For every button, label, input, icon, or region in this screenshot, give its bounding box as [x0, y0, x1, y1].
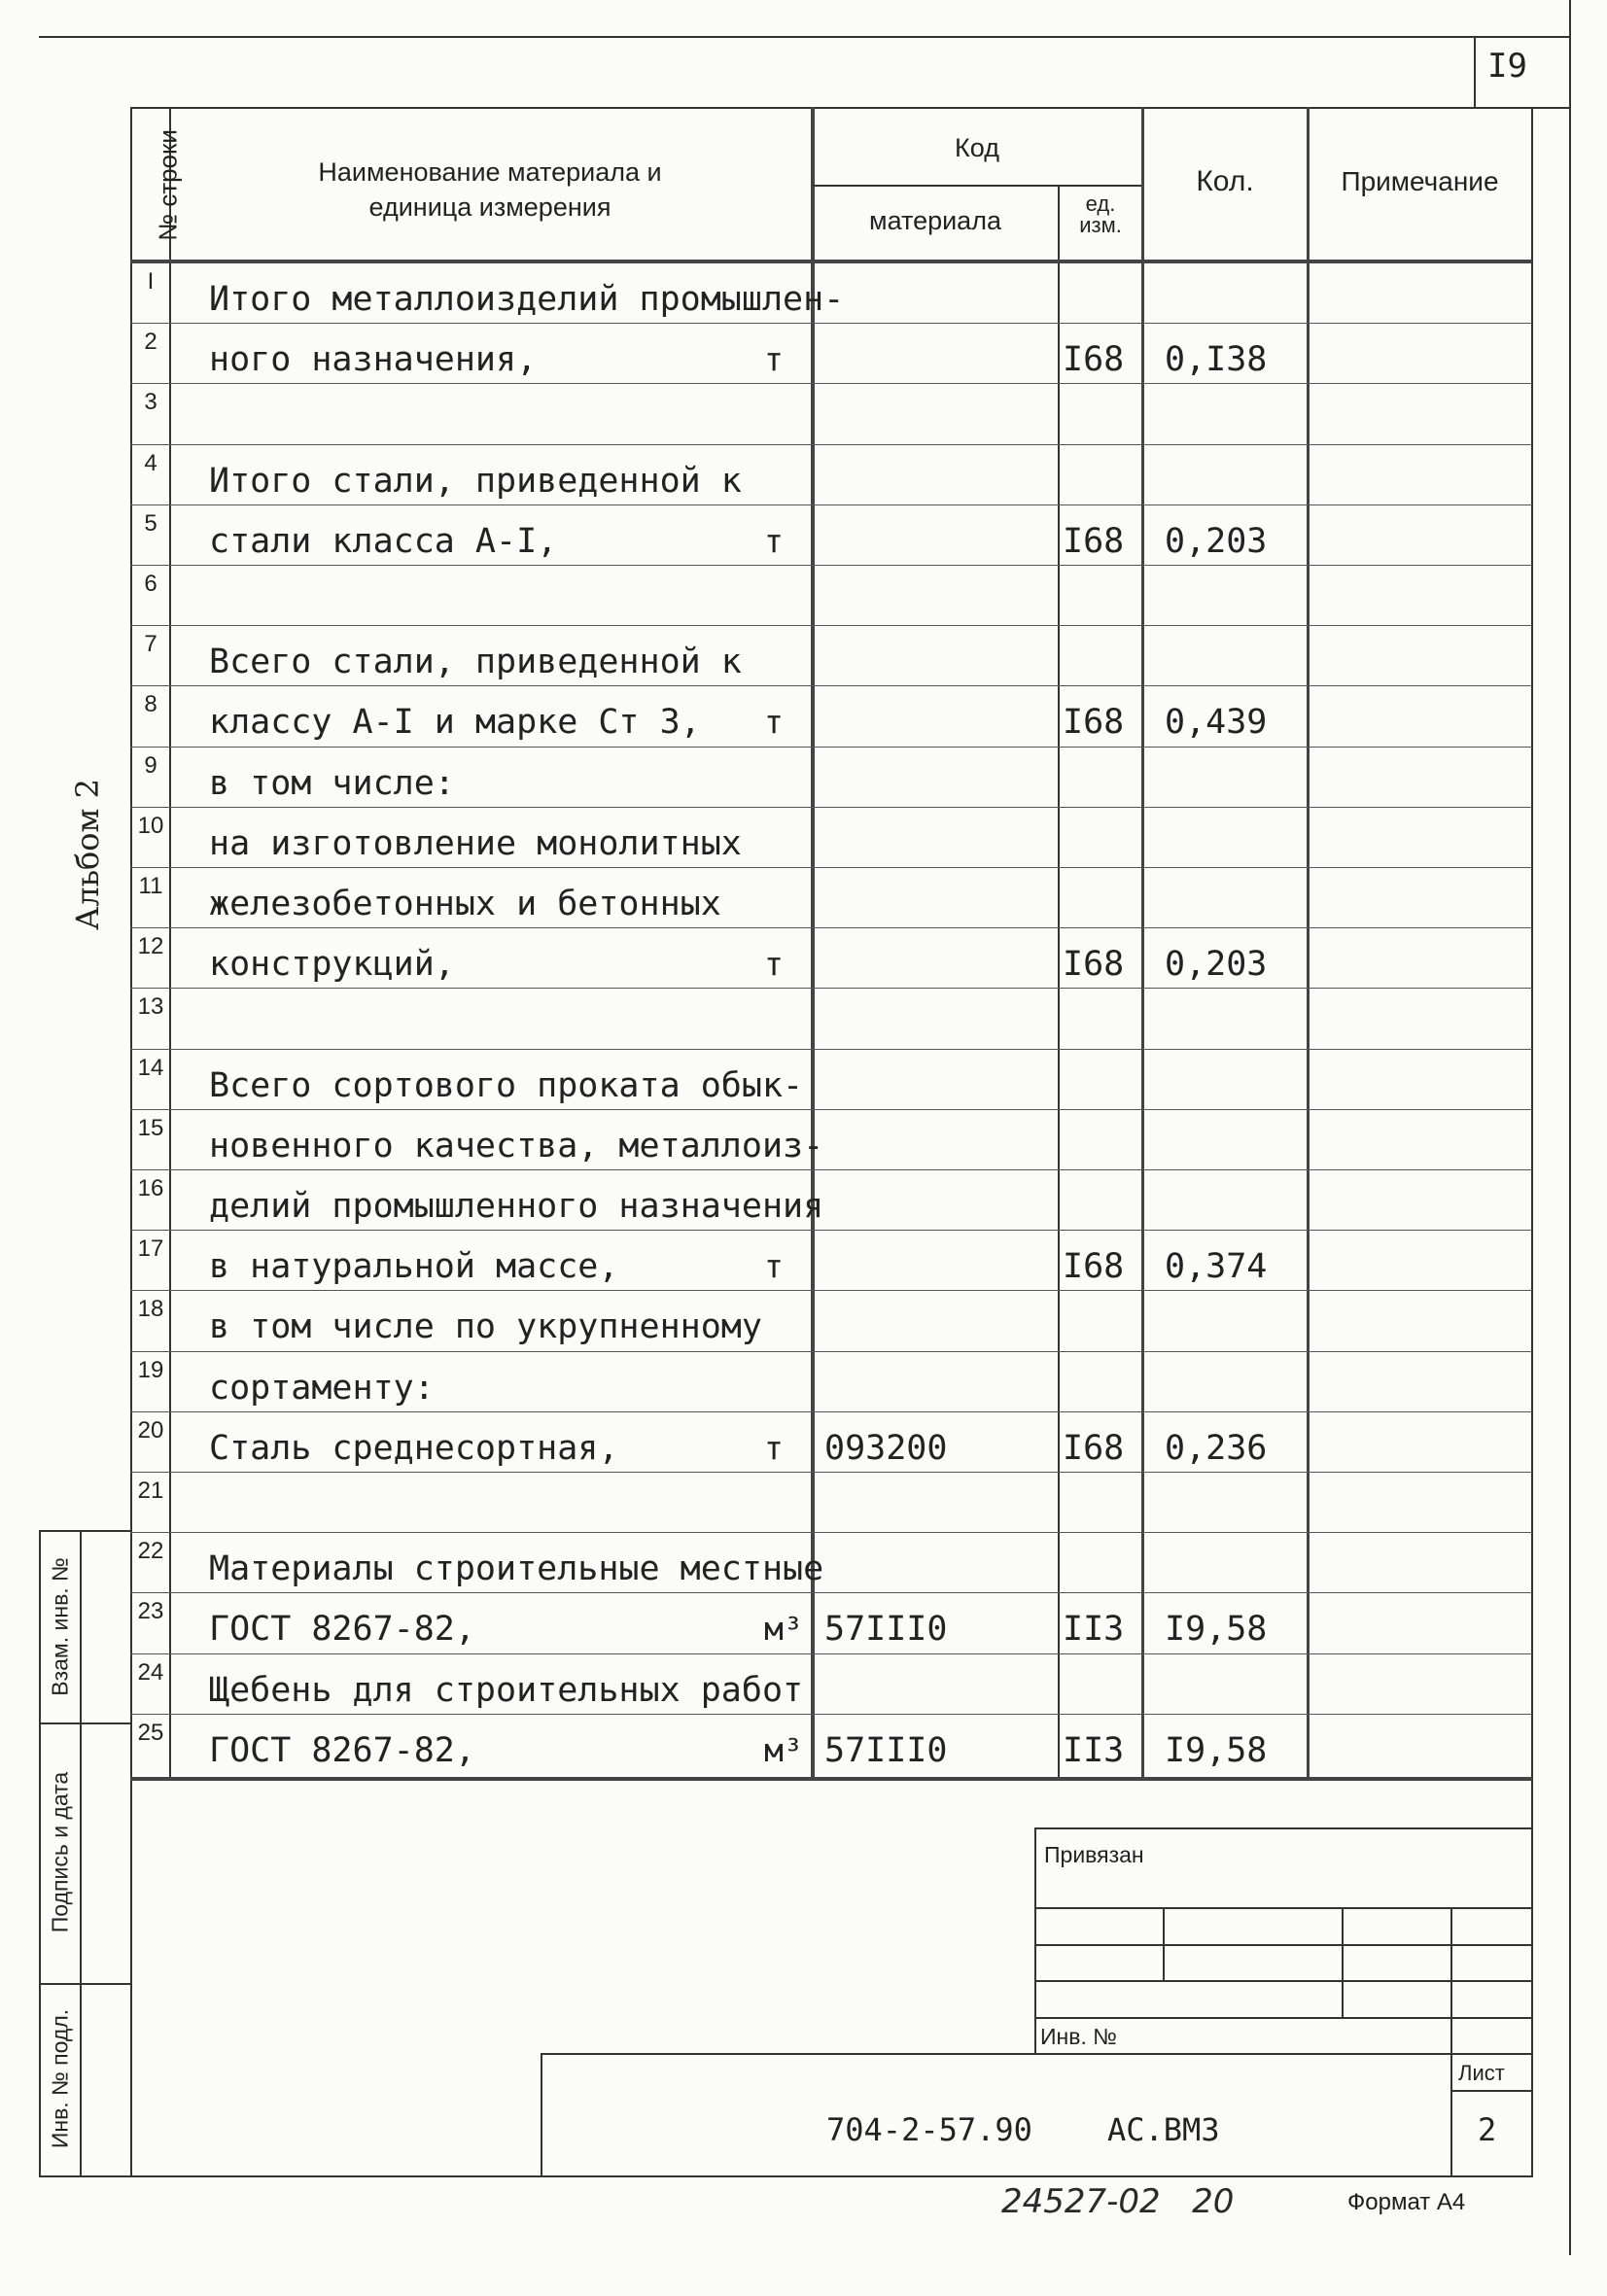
- stamp-list-label: Лист: [1458, 2061, 1505, 2085]
- row-unit-code: I68: [1063, 340, 1125, 379]
- row-number: 12: [137, 933, 164, 959]
- stamp-line-1: [1034, 1907, 1532, 1909]
- row-separator: [130, 625, 1532, 626]
- row-qty: I9,58: [1165, 1731, 1268, 1770]
- album-label: Альбом 2: [69, 779, 106, 930]
- row-separator: [130, 1351, 1532, 1352]
- row-name: делий промышленного назначения: [209, 1187, 824, 1226]
- row-number: 10: [137, 813, 164, 839]
- header-qty: Кол.: [1196, 165, 1254, 197]
- row-name: Итого металлоизделий промышлен-: [209, 280, 845, 319]
- header-note: Примечание: [1341, 166, 1499, 196]
- header-code-unit-2: изм.: [1079, 213, 1122, 237]
- header-bottom-line: [130, 260, 1532, 263]
- row-number: 16: [137, 1175, 164, 1201]
- row-separator: [130, 565, 1532, 566]
- row-name: в натуральной массе,: [209, 1247, 619, 1286]
- row-number: 20: [137, 1417, 164, 1444]
- margin-left-line: [39, 1530, 41, 2177]
- row-number: 23: [137, 1598, 164, 1624]
- row-qty: 0,203: [1165, 945, 1268, 984]
- header-name-line1: Наименование материала и: [318, 157, 662, 187]
- row-number: 8: [144, 691, 157, 717]
- margin-line-2: [39, 1983, 132, 1985]
- row-separator: [130, 807, 1532, 808]
- row-separator: [130, 1714, 1532, 1715]
- header-code-unit-1: ед.: [1085, 191, 1116, 216]
- row-name: ного назначения,: [209, 340, 538, 379]
- row-separator: [130, 1049, 1532, 1050]
- stamp-v-1: [1163, 1907, 1165, 1980]
- row-number: 21: [137, 1478, 164, 1504]
- corner-box-left-line: [1474, 36, 1476, 109]
- row-qty: 0,I38: [1165, 340, 1268, 379]
- row-code: 093200: [824, 1429, 948, 1468]
- row-number: 17: [137, 1235, 164, 1262]
- stamp-top-line: [1034, 1827, 1532, 1829]
- main-frame-bottom-line: [39, 2175, 1533, 2177]
- row-number: 25: [137, 1720, 164, 1746]
- row-unit-code: I68: [1063, 945, 1125, 984]
- row-number: 24: [137, 1659, 164, 1686]
- col-qty-line: [1307, 107, 1310, 1779]
- row-name: Всего стали, приведенной к: [209, 643, 742, 681]
- row-number: 19: [137, 1357, 164, 1383]
- row-unit-code: II3: [1063, 1731, 1125, 1770]
- header-row-number: № строки: [153, 129, 183, 241]
- row-unit-code: I68: [1063, 703, 1125, 742]
- row-separator: [130, 383, 1532, 384]
- header-code-material: материала: [869, 206, 1001, 235]
- row-separator: [130, 1472, 1532, 1473]
- row-name: ГОСТ 8267-82,: [209, 1610, 475, 1649]
- header-code: Код: [955, 133, 999, 162]
- row-separator: [130, 1411, 1532, 1412]
- row-qty: 0,374: [1165, 1247, 1268, 1286]
- row-unit: т: [764, 945, 784, 983]
- row-separator: [130, 1592, 1532, 1593]
- stamp-main-left-line: [541, 2053, 542, 2177]
- row-unit-code: II3: [1063, 1610, 1125, 1649]
- margin-podpis: Подпись и дата: [47, 1771, 73, 1933]
- row-separator: [130, 1653, 1532, 1654]
- row-name: классу А-I и марке Ст 3,: [209, 703, 701, 742]
- stamp-left-line: [1034, 1827, 1036, 2053]
- stamp-designation: 704-2-57.90 АС.ВМ3: [826, 2111, 1220, 2148]
- row-unit-code: I68: [1063, 1429, 1125, 1468]
- row-name: на изготовление монолитных: [209, 824, 742, 863]
- row-name: Сталь среднесортная,: [209, 1429, 619, 1468]
- stamp-list-line: [1450, 2090, 1532, 2092]
- col-name-line: [811, 107, 815, 1779]
- main-frame-left-line: [130, 107, 132, 2177]
- row-name: Итого стали, приведенной к: [209, 462, 742, 501]
- row-separator: [130, 867, 1532, 868]
- row-name: ГОСТ 8267-82,: [209, 1731, 475, 1770]
- col-code-line: [1058, 185, 1060, 1779]
- row-number: 7: [144, 631, 157, 657]
- row-unit: т: [764, 1429, 784, 1467]
- row-number: 9: [144, 752, 157, 779]
- top-border-line: [39, 36, 1570, 38]
- row-separator: [130, 685, 1532, 686]
- stamp-inv-no: Инв. №: [1040, 2024, 1117, 2049]
- row-number: I: [147, 268, 155, 295]
- row-number: 11: [138, 873, 163, 899]
- stamp-list-value: 2: [1478, 2111, 1497, 2148]
- row-name: сортаменту:: [209, 1369, 435, 1408]
- row-unit: м³: [764, 1731, 803, 1769]
- row-separator: [130, 1169, 1532, 1170]
- row-number: 14: [137, 1055, 164, 1081]
- row-qty: I9,58: [1165, 1610, 1268, 1649]
- col-unit-line: [1141, 107, 1144, 1779]
- row-number: 13: [137, 993, 164, 1020]
- row-name: стали класса А-I,: [209, 522, 558, 561]
- stamp-privyazan: Привязан: [1044, 1842, 1144, 1867]
- stamp-line-4: [1034, 2017, 1532, 2019]
- row-unit: т: [764, 522, 784, 560]
- row-unit: т: [764, 340, 784, 378]
- row-qty: 0,203: [1165, 522, 1268, 561]
- row-separator: [130, 1109, 1532, 1110]
- row-unit: т: [764, 1247, 784, 1285]
- row-separator: [130, 1532, 1532, 1533]
- row-number: 3: [144, 389, 157, 415]
- right-frame-line: [1569, 0, 1571, 2255]
- margin-line-1: [39, 1722, 132, 1724]
- row-unit: т: [764, 703, 784, 741]
- row-code: 57III0: [824, 1610, 948, 1649]
- row-name: в том числе:: [209, 764, 455, 803]
- row-number: 22: [137, 1538, 164, 1564]
- margin-inv-podl: Инв. № подл.: [47, 2008, 73, 2149]
- main-frame-top-line: [130, 107, 1532, 109]
- row-separator: [130, 444, 1532, 445]
- row-name: в том числе по укрупненному: [209, 1307, 762, 1346]
- footer-format: Формат А4: [1347, 2189, 1466, 2215]
- row-separator: [130, 323, 1532, 324]
- row-qty: 0,439: [1165, 703, 1268, 742]
- row-qty: 0,236: [1165, 1429, 1268, 1468]
- stamp-v-2: [1342, 1907, 1344, 2017]
- table-bottom-line: [130, 1777, 1532, 1781]
- row-separator: [130, 1290, 1532, 1291]
- sheet-corner-number: I9: [1487, 47, 1527, 86]
- row-separator: [130, 747, 1532, 748]
- main-frame-right-line: [1531, 107, 1533, 2177]
- row-name: Материалы строительные местные: [209, 1549, 824, 1588]
- row-separator: [130, 504, 1532, 505]
- margin-top-line: [39, 1530, 132, 1532]
- footer-handwritten-number: 24527-02 20: [1001, 2182, 1235, 2221]
- margin-inner-line: [80, 1530, 82, 2177]
- stamp-line-2: [1034, 1944, 1532, 1946]
- stamp-main-top-line: [541, 2053, 1532, 2055]
- row-separator: [130, 1230, 1532, 1231]
- stamp-line-3: [1034, 1980, 1532, 1982]
- row-number: 5: [144, 510, 157, 537]
- row-name: конструкций,: [209, 945, 455, 984]
- row-number: 4: [144, 450, 157, 476]
- row-unit: м³: [764, 1610, 803, 1648]
- row-number: 2: [144, 329, 157, 355]
- code-subheader-line: [813, 185, 1141, 187]
- margin-vzam: Взам. инв. №: [47, 1557, 73, 1696]
- row-separator: [130, 927, 1532, 928]
- stamp-v-3: [1450, 1907, 1452, 2177]
- row-number: 6: [144, 571, 157, 597]
- row-unit-code: I68: [1063, 1247, 1125, 1286]
- header-name-line2: единица измерения: [368, 192, 611, 222]
- row-name: железобетонных и бетонных: [209, 885, 721, 923]
- row-name: новенного качества, металлоиз-: [209, 1127, 824, 1165]
- row-name: Всего сортового проката обык-: [209, 1066, 804, 1105]
- row-number: 18: [137, 1296, 164, 1322]
- row-name: Щебень для строительных работ: [209, 1671, 804, 1710]
- row-unit-code: I68: [1063, 522, 1125, 561]
- row-separator: [130, 988, 1532, 989]
- col-rowno-line: [169, 107, 171, 1779]
- row-number: 15: [137, 1115, 164, 1141]
- row-code: 57III0: [824, 1731, 948, 1770]
